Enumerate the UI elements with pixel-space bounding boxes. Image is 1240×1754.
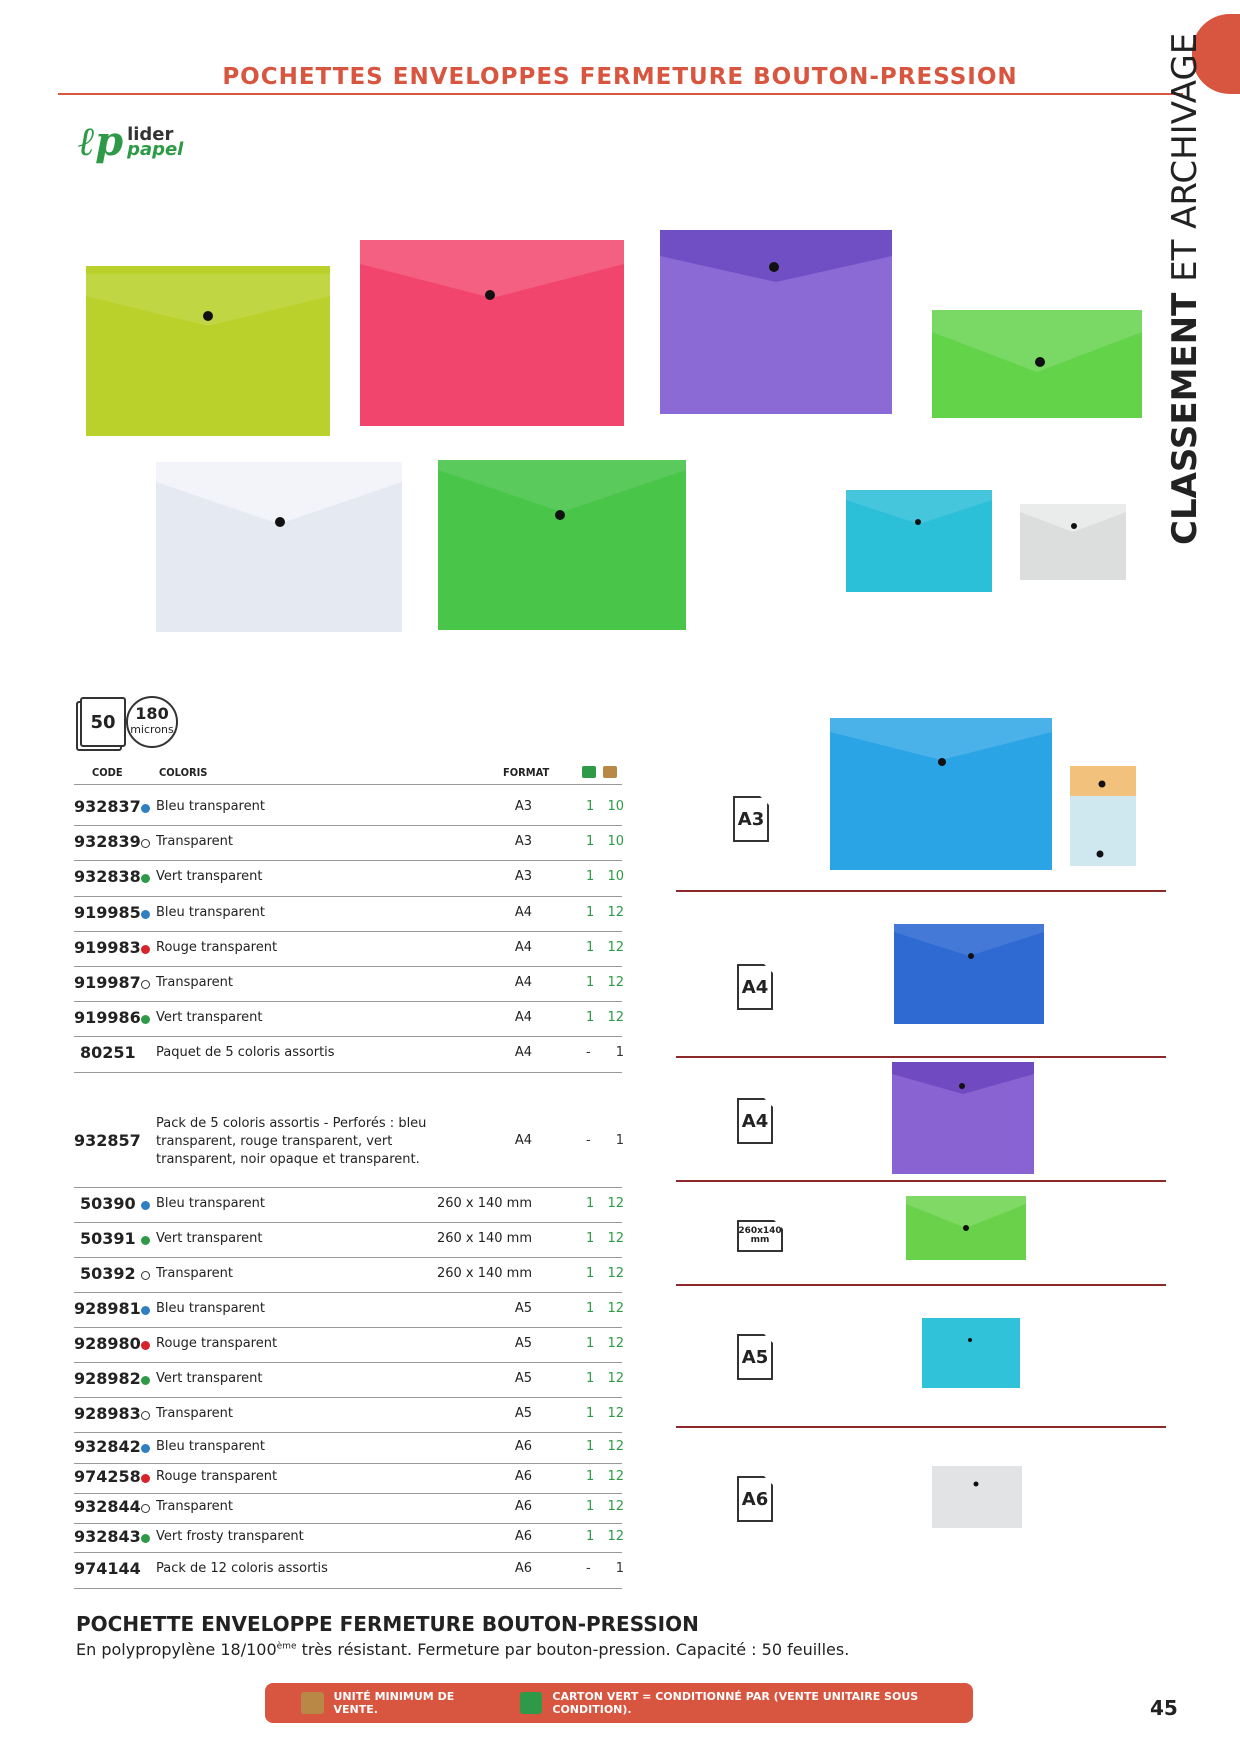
- unit-qty: 1: [586, 799, 595, 814]
- color-name: Transparent: [156, 1499, 233, 1514]
- color-name: Rouge transparent: [156, 940, 278, 955]
- green-carton-icon: [520, 1692, 543, 1714]
- unit-qty: 1: [586, 1336, 595, 1351]
- unit-qty: 1: [586, 1469, 595, 1484]
- product-code: 919987: [74, 973, 141, 992]
- product-code: 932838: [74, 867, 141, 886]
- carton-icon: [301, 1692, 324, 1714]
- envelope-photo-a6-clear: [932, 1466, 1022, 1528]
- carton-qty: 12: [607, 1439, 624, 1454]
- table-row: [74, 1552, 622, 1589]
- format-separator: [676, 1056, 1166, 1058]
- product-code: 50390: [80, 1194, 136, 1213]
- carton-qty: 12: [607, 1266, 624, 1281]
- table-row: [74, 931, 622, 967]
- format-value: A6: [514, 1439, 532, 1454]
- brand-line1: lider: [127, 123, 174, 145]
- table-row: [74, 1257, 622, 1293]
- color-name: Vert transparent: [156, 1010, 263, 1025]
- table-row: [74, 1327, 622, 1363]
- legend-green-carton: CARTON VERT = CONDITIONNÉ PAR (VENTE UNITAIRE SOUS CONDITION).: [552, 1690, 919, 1716]
- product-code: 928981: [74, 1299, 141, 1318]
- format-value: A3: [514, 869, 532, 884]
- product-code: 50392: [80, 1264, 136, 1283]
- product-code: 80251: [80, 1043, 136, 1062]
- col-header-colors: COLORIS: [159, 766, 208, 779]
- color-dot: [141, 1015, 150, 1024]
- color-dot: [141, 1534, 150, 1543]
- chapter-title-rest: ET ARCHIVAGE: [1165, 32, 1205, 293]
- product-code: 932843: [74, 1527, 141, 1546]
- format-separator: [676, 1426, 1166, 1428]
- format-separator: [676, 890, 1166, 892]
- carton-qty: 12: [607, 1406, 624, 1421]
- carton-qty: 12: [607, 1231, 624, 1246]
- format-value: A4: [514, 905, 532, 920]
- color-name: Vert transparent: [156, 1371, 263, 1386]
- unit-qty: 1: [586, 1439, 595, 1454]
- unit-qty: 1: [586, 1010, 595, 1025]
- color-name: Rouge transparent: [156, 1336, 278, 1351]
- color-dot: [141, 1341, 150, 1350]
- unit-qty: -: [586, 1133, 591, 1148]
- brand-line2: papel: [127, 138, 184, 160]
- carton-qty: 12: [607, 1336, 624, 1351]
- product-code: 928983: [74, 1404, 141, 1423]
- product-code: 974258: [74, 1467, 141, 1486]
- unit-qty: 1: [586, 1301, 595, 1316]
- envelope-photo-a4-purple: [892, 1062, 1034, 1174]
- microns-badge: [126, 696, 178, 748]
- table-row: [74, 1493, 622, 1524]
- carton-qty: 1: [615, 1561, 624, 1576]
- product-code: 932842: [74, 1437, 141, 1456]
- unit-qty: 1: [586, 1371, 595, 1386]
- color-name: Vert transparent: [156, 1231, 263, 1246]
- format-value: A4: [514, 1010, 532, 1025]
- format-icon-a5: A5: [737, 1334, 773, 1380]
- format-value: A4: [514, 1133, 532, 1148]
- legend-min-sale: UNITÉ MINIMUM DE VENTE.: [333, 1690, 455, 1716]
- product-description: [76, 1640, 849, 1659]
- desc-before: En polypropylène 18/100: [76, 1640, 277, 1659]
- product-code: 50391: [80, 1229, 136, 1248]
- product-code: 974144: [74, 1559, 141, 1578]
- envelope-photo-a4-blue: [894, 924, 1044, 1024]
- color-name: Bleu transparent: [156, 1196, 265, 1211]
- page-number: 45: [1150, 1696, 1178, 1720]
- table-row: [74, 1397, 622, 1433]
- color-dot: [141, 839, 150, 848]
- unit-qty: 1: [586, 1196, 595, 1211]
- envelope-photo-a3-blue: [830, 718, 1052, 870]
- envelope-photo-pink: [360, 240, 624, 426]
- page-title: POCHETTES ENVELOPPES FERMETURE BOUTON-PRESSION: [222, 64, 1018, 90]
- format-value: 260 x 140 mm: [436, 1196, 532, 1211]
- carton-qty: 10: [607, 869, 624, 884]
- carton-qty: 12: [607, 1301, 624, 1316]
- color-name: Bleu transparent: [156, 905, 265, 920]
- table-row: [74, 1463, 622, 1494]
- format-icon-260x140-top: 260x140: [738, 1226, 782, 1236]
- unit-qty: 1: [586, 1266, 595, 1281]
- color-name: Vert transparent: [156, 869, 263, 884]
- product-code: 919983: [74, 938, 141, 957]
- format-value: A5: [514, 1336, 532, 1351]
- color-name: Bleu transparent: [156, 799, 265, 814]
- color-dot: [141, 1504, 150, 1513]
- header-rule: [58, 93, 1183, 95]
- color-name: Rouge transparent: [156, 1469, 278, 1484]
- color-dot: [141, 1474, 150, 1483]
- table-row: [74, 966, 622, 1002]
- envelope-photo-260-green: [906, 1196, 1026, 1260]
- unit-qty: 1: [586, 869, 595, 884]
- green-carton-icon: [582, 766, 596, 778]
- format-value: A5: [514, 1301, 532, 1316]
- table-row: [74, 896, 622, 932]
- envelope-photo-a5-cyan: [922, 1318, 1020, 1388]
- color-dot: [141, 1306, 150, 1315]
- envelope-photo-clear-small: [1020, 504, 1126, 580]
- product-code: 928980: [74, 1334, 141, 1353]
- format-value: A6: [514, 1469, 532, 1484]
- color-dot: [141, 874, 150, 883]
- product-code: 919985: [74, 903, 141, 922]
- col-header-format: FORMAT: [503, 766, 550, 779]
- table-row: [74, 1432, 622, 1464]
- color-name: Vert frosty transparent: [156, 1529, 304, 1544]
- carton-qty: 12: [607, 1499, 624, 1514]
- carton-qty: 12: [607, 975, 624, 990]
- color-dot: [141, 804, 150, 813]
- carton-qty: 12: [607, 1196, 624, 1211]
- carton-qty: 12: [607, 905, 624, 920]
- color-dot: [141, 1271, 150, 1280]
- format-value: A4: [514, 975, 532, 990]
- table-row: [74, 790, 622, 826]
- brand-mark-icon: ℓp: [78, 118, 124, 165]
- carton-qty: 1: [615, 1045, 624, 1060]
- table-row: [74, 1187, 622, 1223]
- product-code: 932857: [74, 1131, 141, 1150]
- format-separator: [676, 1180, 1166, 1182]
- chapter-title-bold: CLASSEMENT: [1165, 292, 1205, 545]
- unit-qty: -: [586, 1045, 591, 1060]
- format-value: A3: [514, 799, 532, 814]
- table-row: [74, 1222, 622, 1258]
- desc-sup: ème: [276, 1641, 297, 1652]
- carton-qty: 12: [607, 1469, 624, 1484]
- table-row: [74, 825, 622, 861]
- color-dot: [141, 1201, 150, 1210]
- product-code: 932844: [74, 1497, 141, 1516]
- format-icon-a3: A3: [733, 796, 769, 842]
- header-rule-line: [74, 784, 622, 785]
- color-name: Transparent: [156, 1406, 233, 1421]
- unit-qty: 1: [586, 975, 595, 990]
- format-icon-a4-1: A4: [737, 964, 773, 1010]
- format-value: A6: [514, 1529, 532, 1544]
- sheets-badge: 50: [80, 697, 126, 747]
- format-value: A6: [514, 1499, 532, 1514]
- color-name: Transparent: [156, 834, 233, 849]
- format-value: 260 x 140 mm: [436, 1231, 532, 1246]
- brand-logo: [78, 118, 183, 165]
- color-name: Transparent: [156, 1266, 233, 1281]
- carton-icon: [603, 766, 617, 778]
- table-row: [74, 1523, 622, 1553]
- format-value: A5: [514, 1371, 532, 1386]
- color-dot: [141, 980, 150, 989]
- format-value: A4: [514, 940, 532, 955]
- table-row: [74, 1362, 622, 1398]
- carton-qty: 12: [607, 1529, 624, 1544]
- format-icon-260x140: [737, 1220, 783, 1252]
- table-row: [74, 1001, 622, 1037]
- format-value: A3: [514, 834, 532, 849]
- envelope-photo-green: [438, 460, 686, 630]
- table-row: [74, 1036, 622, 1073]
- color-dot: [141, 945, 150, 954]
- product-code: 919986: [74, 1008, 141, 1027]
- product-title: POCHETTE ENVELOPPE FERMETURE BOUTON-PRESSION: [76, 1612, 699, 1636]
- color-name: Bleu transparent: [156, 1439, 265, 1454]
- unit-qty: 1: [586, 1499, 595, 1514]
- unit-qty: 1: [586, 1406, 595, 1421]
- envelope-photo-yellow: [86, 266, 330, 436]
- product-code: 928982: [74, 1369, 141, 1388]
- carton-qty: 1: [615, 1133, 624, 1148]
- envelope-photo-purple: [660, 230, 892, 414]
- color-dot: [141, 910, 150, 919]
- format-icon-a4-2: A4: [737, 1098, 773, 1144]
- carton-qty: 10: [607, 834, 624, 849]
- envelope-photo-cyan: [846, 490, 992, 592]
- format-separator: [676, 1284, 1166, 1286]
- unit-qty: 1: [586, 1231, 595, 1246]
- table-row: [74, 1096, 622, 1188]
- unit-qty: 1: [586, 940, 595, 955]
- unit-qty: -: [586, 1561, 591, 1576]
- microns-unit: microns: [130, 723, 174, 736]
- color-dot: [141, 1236, 150, 1245]
- color-dot: [141, 1376, 150, 1385]
- carton-qty: 12: [607, 1371, 624, 1386]
- envelope-photo-green-small: [932, 310, 1142, 418]
- color-dot: [141, 1444, 150, 1453]
- table-row: [74, 1292, 622, 1328]
- col-header-code: CODE: [92, 766, 123, 779]
- format-value: A4: [514, 1045, 532, 1060]
- microns-value: 180: [135, 704, 169, 723]
- format-value: A5: [514, 1406, 532, 1421]
- envelope-photo-clear: [156, 462, 402, 632]
- product-code: 932839: [74, 832, 141, 851]
- chapter-side-title: [1165, 33, 1205, 545]
- unit-qty: 1: [586, 1529, 595, 1544]
- envelope-photo-a3-clear: [1070, 766, 1136, 866]
- carton-qty: 12: [607, 940, 624, 955]
- color-name: Paquet de 5 coloris assortis: [156, 1045, 335, 1060]
- format-icon-260x140-bottom: mm: [750, 1235, 770, 1245]
- desc-after: très résistant. Fermeture par bouton-pression. Capacité : 50 feuilles.: [296, 1640, 850, 1659]
- color-name: Bleu transparent: [156, 1301, 265, 1316]
- table-row: [74, 860, 622, 897]
- color-name: Transparent: [156, 975, 233, 990]
- format-value: A6: [514, 1561, 532, 1576]
- legend-bar: [265, 1683, 973, 1723]
- color-dot: [141, 1411, 150, 1420]
- unit-qty: 1: [586, 905, 595, 920]
- unit-qty: 1: [586, 834, 595, 849]
- product-code: 932837: [74, 797, 141, 816]
- carton-qty: 12: [607, 1010, 624, 1025]
- format-value: 260 x 140 mm: [436, 1266, 532, 1281]
- format-icon-a6: A6: [737, 1476, 773, 1522]
- color-name: Pack de 12 coloris assortis: [156, 1561, 328, 1576]
- carton-qty: 10: [607, 799, 624, 814]
- color-name: Pack de 5 coloris assortis - Perforés : bleu transparent, rouge transparent, vert transparent, noir opaque et transparent.: [156, 1116, 427, 1167]
